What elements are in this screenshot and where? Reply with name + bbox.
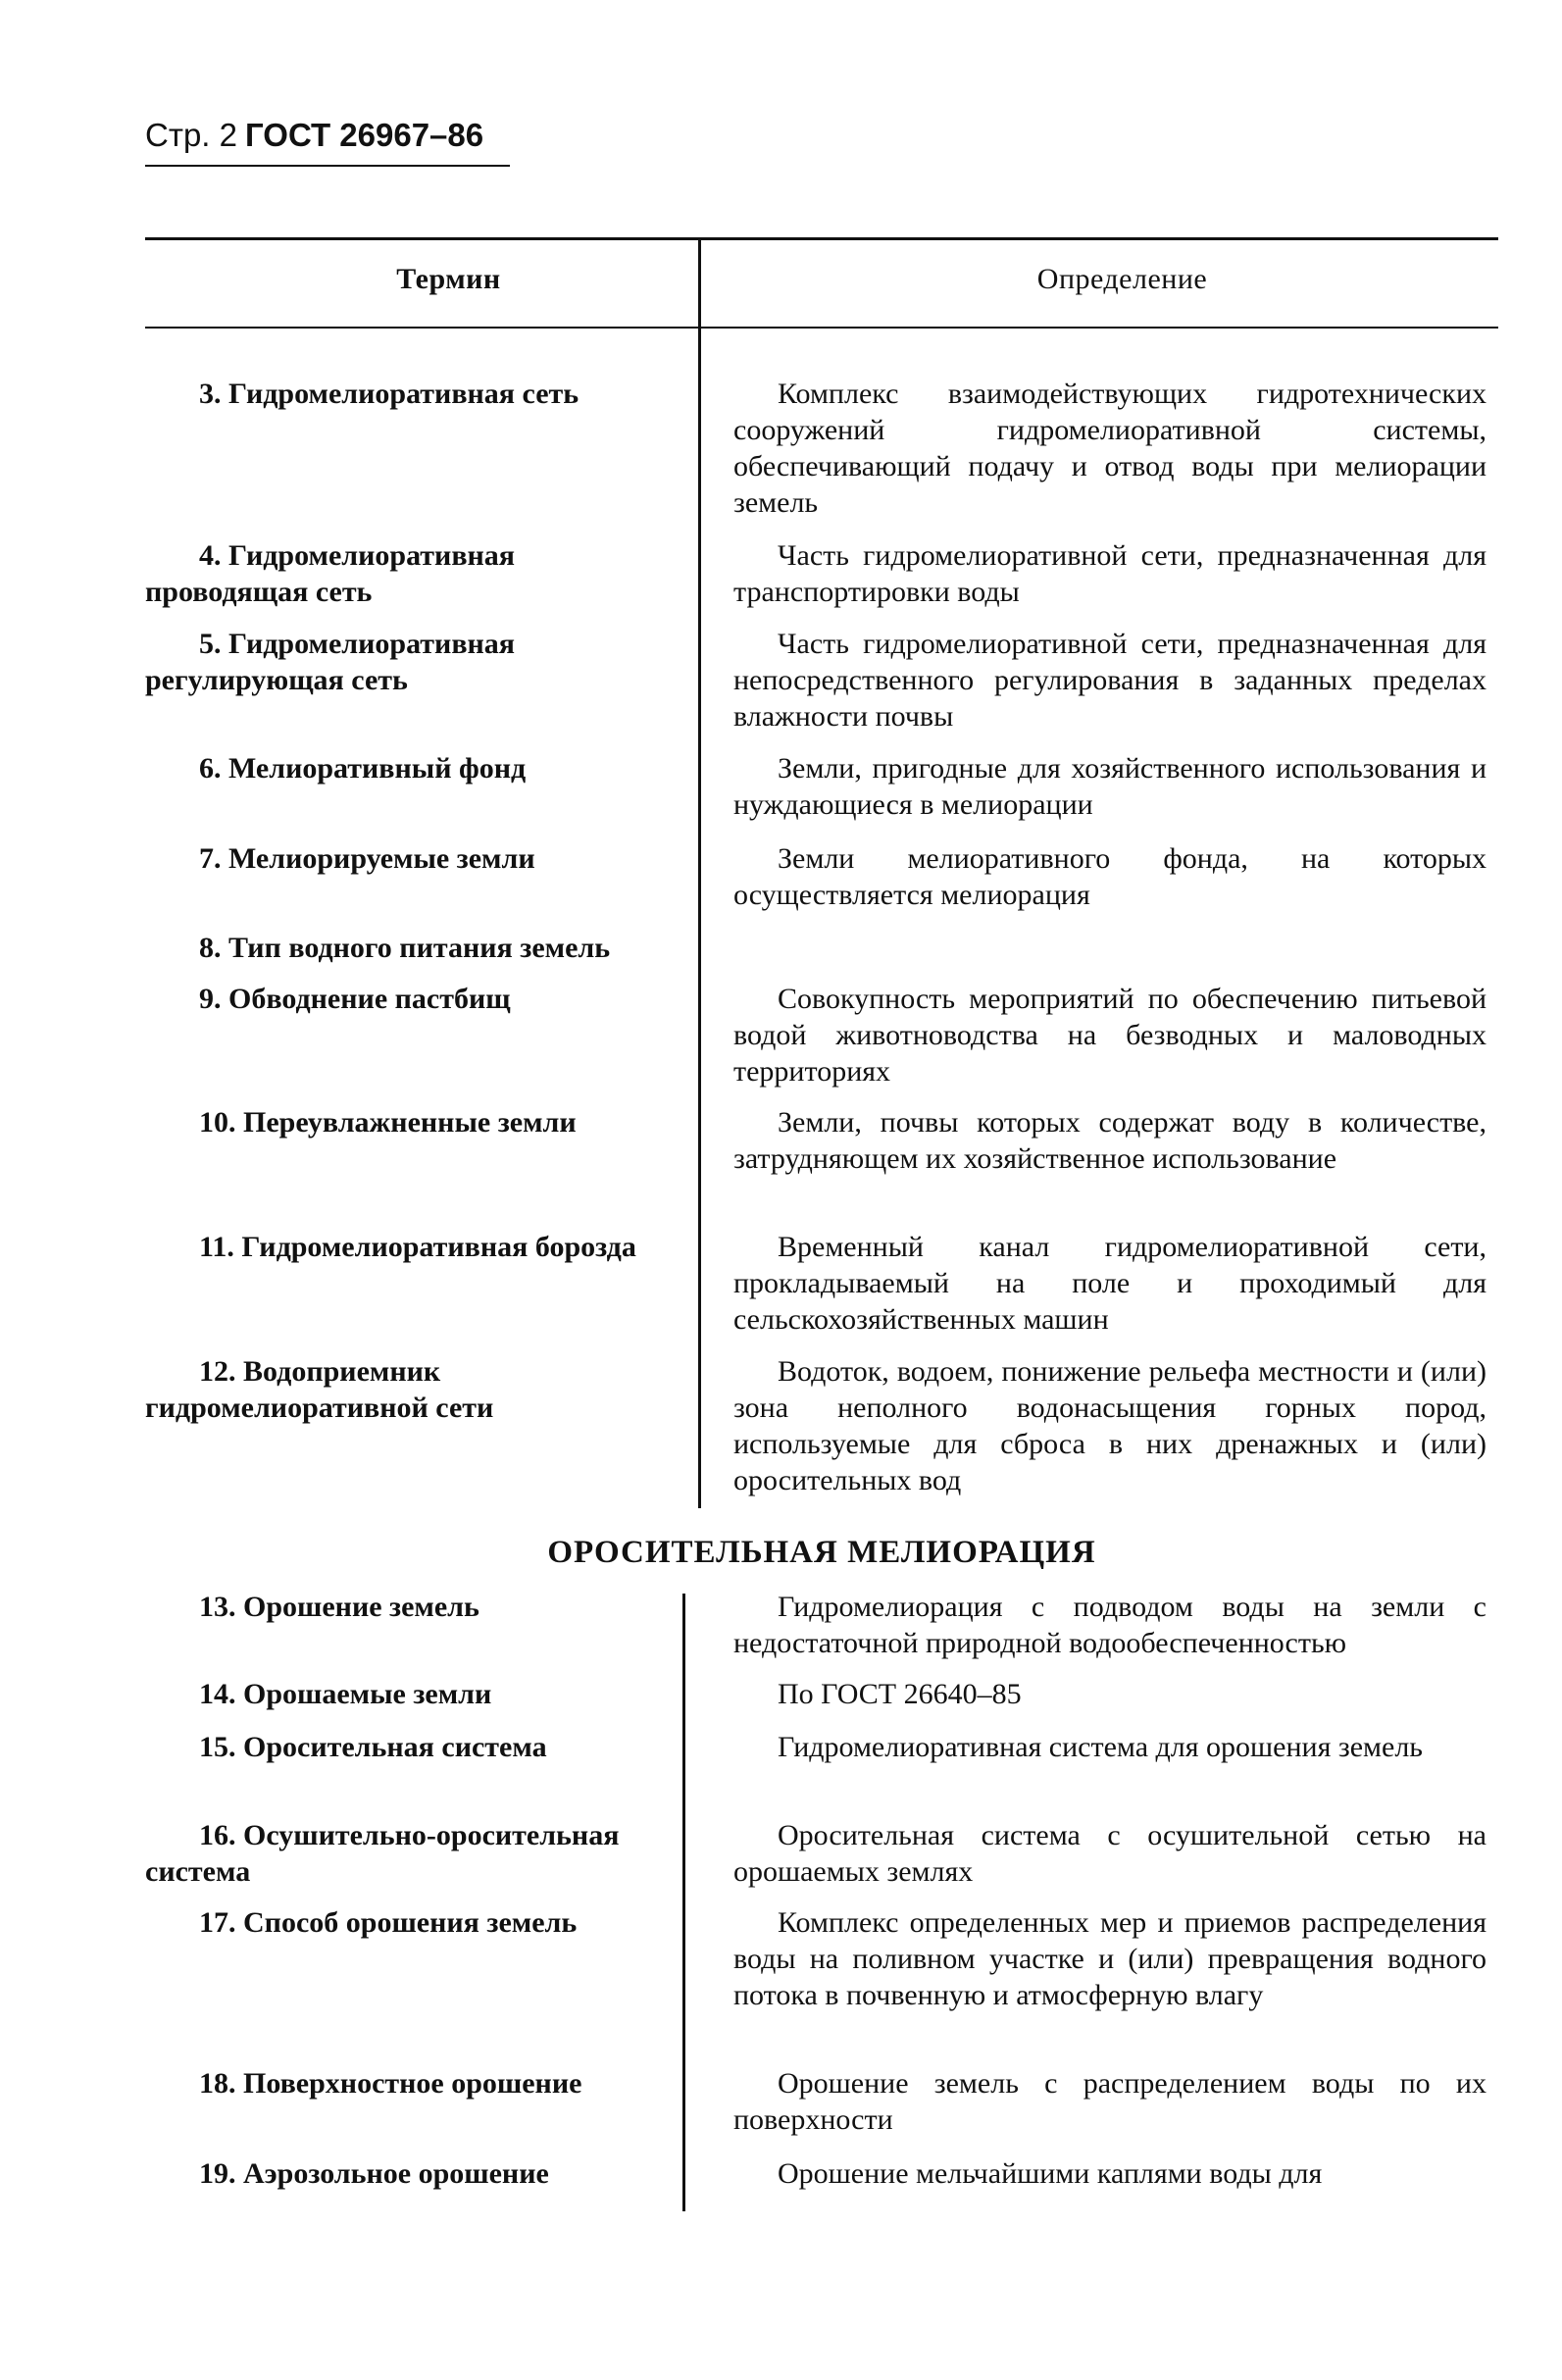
definition: Земли мелиоративного фонда, на которых осуществляется мелиорация — [733, 842, 1486, 911]
column-header-definition: Определение — [1036, 263, 1208, 295]
page-number: Стр. 2 — [145, 117, 237, 153]
table-header-rule — [145, 327, 1498, 329]
definition: Совокупность мероприятий по обеспечению питьевой водой животноводства на безводных и маловодных территориях — [733, 983, 1486, 1088]
standard-number: ГОСТ 26967–86 — [245, 117, 484, 153]
table-top-rule — [145, 237, 1498, 240]
term: 14. Орошаемые земли — [199, 1678, 492, 1710]
term: 9. Обводнение пастбищ — [199, 983, 511, 1015]
term: 15. Оросительная система — [199, 1731, 547, 1763]
column-header-term: Термин — [396, 263, 501, 295]
definition: Комплекс определенных мер и приемов распределения воды на поливном участке и (или) превращения водного потока в почвенную и атмосферную влагу — [733, 1906, 1486, 2011]
definition: Часть гидромелиоративной сети, предназначенная для транспортировки воды — [733, 539, 1486, 608]
definition: Водоток, водоем, понижение рельефа местности и (или) зона неполного водонасыщения горных пород, используемые для сброса в них дренажных и (или) оросительных вод — [733, 1355, 1486, 1496]
definition: Оросительная система с осушительной сетью на орошаемых землях — [733, 1819, 1486, 1888]
term: 3. Гидромелиоративная сеть — [199, 378, 579, 410]
definition: Земли, почвы которых содержат воду в количестве, затрудняющем их хозяйственное использование — [733, 1106, 1486, 1175]
term: 17. Способ орошения земель — [199, 1906, 578, 1939]
definition: Орошение земель с распределением воды по их поверхности — [733, 2067, 1486, 2136]
definition: Временный канал гидромелиоративной сети, прокладываемый на поле и проходимый для сельскохозяйственных машин — [733, 1231, 1486, 1336]
definition: Комплекс взаимодействующих гидротехнических сооружений гидромелиоративной системы, обеспечивающий подачу и отвод воды при мелиорации земель — [733, 378, 1486, 519]
term: 12. Водоприемник гидромелиоративной сети — [145, 1355, 494, 1424]
term: 13. Орошение земель — [199, 1591, 479, 1623]
term: 7. Мелиорируемые земли — [199, 842, 535, 875]
term: 16. Осушительно-оросительная система — [145, 1819, 620, 1888]
column-divider-lower — [682, 1594, 685, 2211]
header-underline — [145, 165, 510, 167]
definition: По ГОСТ 26640–85 — [778, 1678, 1022, 1710]
term: 4. Гидромелиоративная проводящая сеть — [145, 539, 516, 608]
column-divider — [698, 237, 701, 1508]
definition: Земли, пригодные для хозяйственного использования и нуждающиеся в мелиорации — [733, 752, 1486, 821]
term: 19. Аэрозольное орошение — [199, 2157, 549, 2190]
term: 11. Гидромелиоративная борозда — [199, 1231, 636, 1263]
page-header — [145, 116, 483, 155]
section-title: ОРОСИТЕЛЬНАЯ МЕЛИОРАЦИЯ — [547, 1535, 1096, 1570]
term: 6. Мелиоративный фонд — [199, 752, 527, 785]
definition: Орошение мельчайшими каплями воды для — [778, 2157, 1323, 2190]
term: 5. Гидромелиоративная регулирующая сеть — [145, 628, 516, 696]
term: 10. Переувлажненные земли — [199, 1106, 577, 1139]
definition: Часть гидромелиоративной сети, предназначенная для непосредственного регулирования в заданных пределах влажности почвы — [733, 628, 1486, 733]
term: 18. Поверхностное орошение — [199, 2067, 582, 2100]
definition: Гидромелиоративная система для орошения земель — [778, 1731, 1423, 1763]
term: 8. Тип водного питания земель — [199, 932, 611, 964]
definition: Гидромелиорация с подводом воды на земли с недостаточной природной водообеспеченностью — [733, 1591, 1486, 1659]
